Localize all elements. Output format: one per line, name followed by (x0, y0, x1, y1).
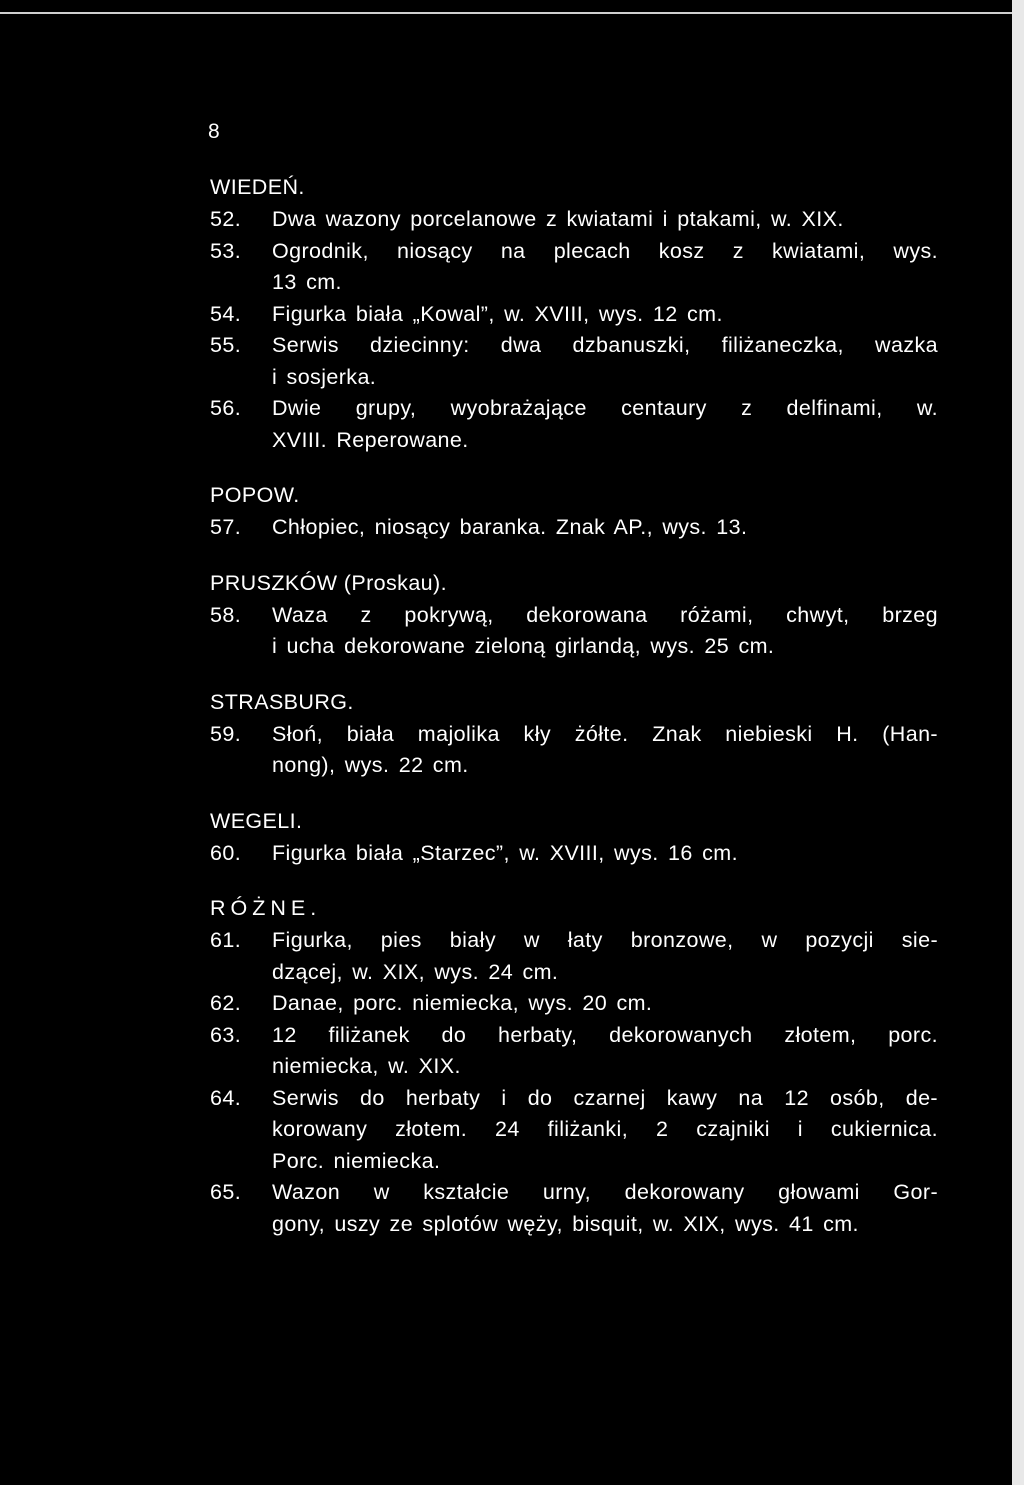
item-line: Wazon w kształcie urny, dekorowany głowami Gor- (272, 1180, 938, 1204)
item-number: 58. (210, 602, 242, 627)
list-item (210, 236, 938, 299)
item-line: Dwie grupy, wyobrażające centaury z delfinami, w. (272, 396, 938, 420)
section-pruszkow (210, 566, 938, 663)
list-item (210, 393, 938, 456)
item-line: Serwis dziecinny: dwa dzbanuszki, filiżaneczka, wazka (272, 333, 938, 357)
list-item (210, 925, 938, 988)
section-wegeli (210, 804, 938, 870)
scan-right-edge (1012, 0, 1024, 1485)
list-item (210, 719, 938, 782)
list-item (210, 299, 938, 331)
list-item (210, 330, 938, 393)
item-line: 13 cm. (272, 270, 342, 294)
item-line: Chłopiec, niosący baranka. Znak AP., wys. 13. (272, 515, 748, 539)
item-text (272, 393, 938, 456)
item-text (272, 719, 938, 782)
item-line: 12 filiżanek do herbaty, dekorowanych złotem, porc. (272, 1022, 938, 1047)
item-line: Figurka biała „Kowal”, w. XVIII, wys. 12 cm. (272, 301, 723, 326)
list-item (210, 1177, 938, 1240)
item-text (272, 299, 938, 331)
item-line: niemiecka, w. XIX. (272, 1054, 461, 1078)
section-wieden (210, 170, 938, 456)
item-number: 62. (210, 991, 242, 1015)
item-text (272, 1020, 938, 1083)
item-text (272, 925, 938, 988)
item-number: 59. (210, 721, 242, 746)
item-line: i sosjerka. (272, 364, 377, 389)
item-number: 54. (210, 301, 242, 326)
item-number: 56. (210, 396, 242, 420)
item-text (272, 204, 938, 236)
page-number: 8 (208, 120, 221, 143)
item-line: Słoń, biała majolika kły żółte. Znak niebieski H. (Han- (272, 721, 938, 746)
list-item (210, 1020, 938, 1083)
item-line: Ogrodnik, niosący na plecach kosz z kwiatami, wys. (272, 238, 938, 263)
section-heading: WEGELI. (210, 808, 303, 833)
item-line: XVIII. Reperowane. (272, 427, 469, 452)
item-number: 63. (210, 1022, 242, 1047)
item-number: 64. (210, 1085, 242, 1110)
item-number: 53. (210, 238, 242, 263)
section-strasburg (210, 685, 938, 782)
list-item (210, 204, 938, 236)
list-item (210, 988, 938, 1020)
section-popow (210, 478, 938, 544)
item-line: Figurka biała „Starzec”, w. XVIII, wys. 16 cm. (272, 840, 738, 865)
item-line: nong), wys. 22 cm. (272, 753, 469, 777)
catalog-content (210, 170, 938, 1262)
item-line: Waza z pokrywą, dekorowana różami, chwyt, brzeg (272, 602, 938, 627)
item-number: 55. (210, 333, 242, 357)
item-line: korowany złotem. 24 filiżanki, 2 czajniki i cukiernica. (272, 1117, 938, 1141)
item-line: Figurka, pies biały w łaty bronzowe, w pozycji sie- (272, 928, 938, 952)
item-line: gony, uszy ze splotów węży, bisquit, w. XIX, wys. 41 cm. (272, 1211, 859, 1236)
scan-top-border (0, 12, 1012, 14)
item-text (272, 330, 938, 393)
item-line: Danae, porc. niemiecka, wys. 20 cm. (272, 991, 653, 1015)
list-item (210, 1083, 938, 1178)
list-item (210, 838, 938, 870)
section-heading: RÓŻNE. (210, 896, 322, 920)
section-heading: POPOW. (210, 483, 300, 507)
section-heading: WIEDEŃ. (210, 175, 305, 199)
item-text (272, 1177, 938, 1240)
item-line: Porc. niemiecka. (272, 1148, 441, 1173)
item-text (272, 1083, 938, 1178)
item-text (272, 838, 938, 870)
section-rozne (210, 891, 938, 1240)
item-text (272, 512, 938, 544)
list-item (210, 600, 938, 663)
item-number: 60. (210, 840, 242, 865)
item-text (272, 600, 938, 663)
section-heading: STRASBURG. (210, 689, 354, 714)
item-number: 57. (210, 515, 242, 539)
item-line: Dwa wazony porcelanowe z kwiatami i ptakami, w. XIX. (272, 207, 844, 231)
item-line: i ucha dekorowane zieloną girlandą, wys. 25 cm. (272, 634, 775, 658)
item-text (272, 988, 938, 1020)
item-number: 65. (210, 1180, 242, 1204)
item-text (272, 236, 938, 299)
section-heading: PRUSZKÓW (Proskau). (210, 570, 447, 595)
item-line: dzącej, w. XIX, wys. 24 cm. (272, 959, 559, 984)
item-number: 61. (210, 928, 242, 952)
item-number: 52. (210, 207, 242, 231)
list-item (210, 512, 938, 544)
item-line: Serwis do herbaty i do czarnej kawy na 12 osób, de- (272, 1085, 938, 1110)
